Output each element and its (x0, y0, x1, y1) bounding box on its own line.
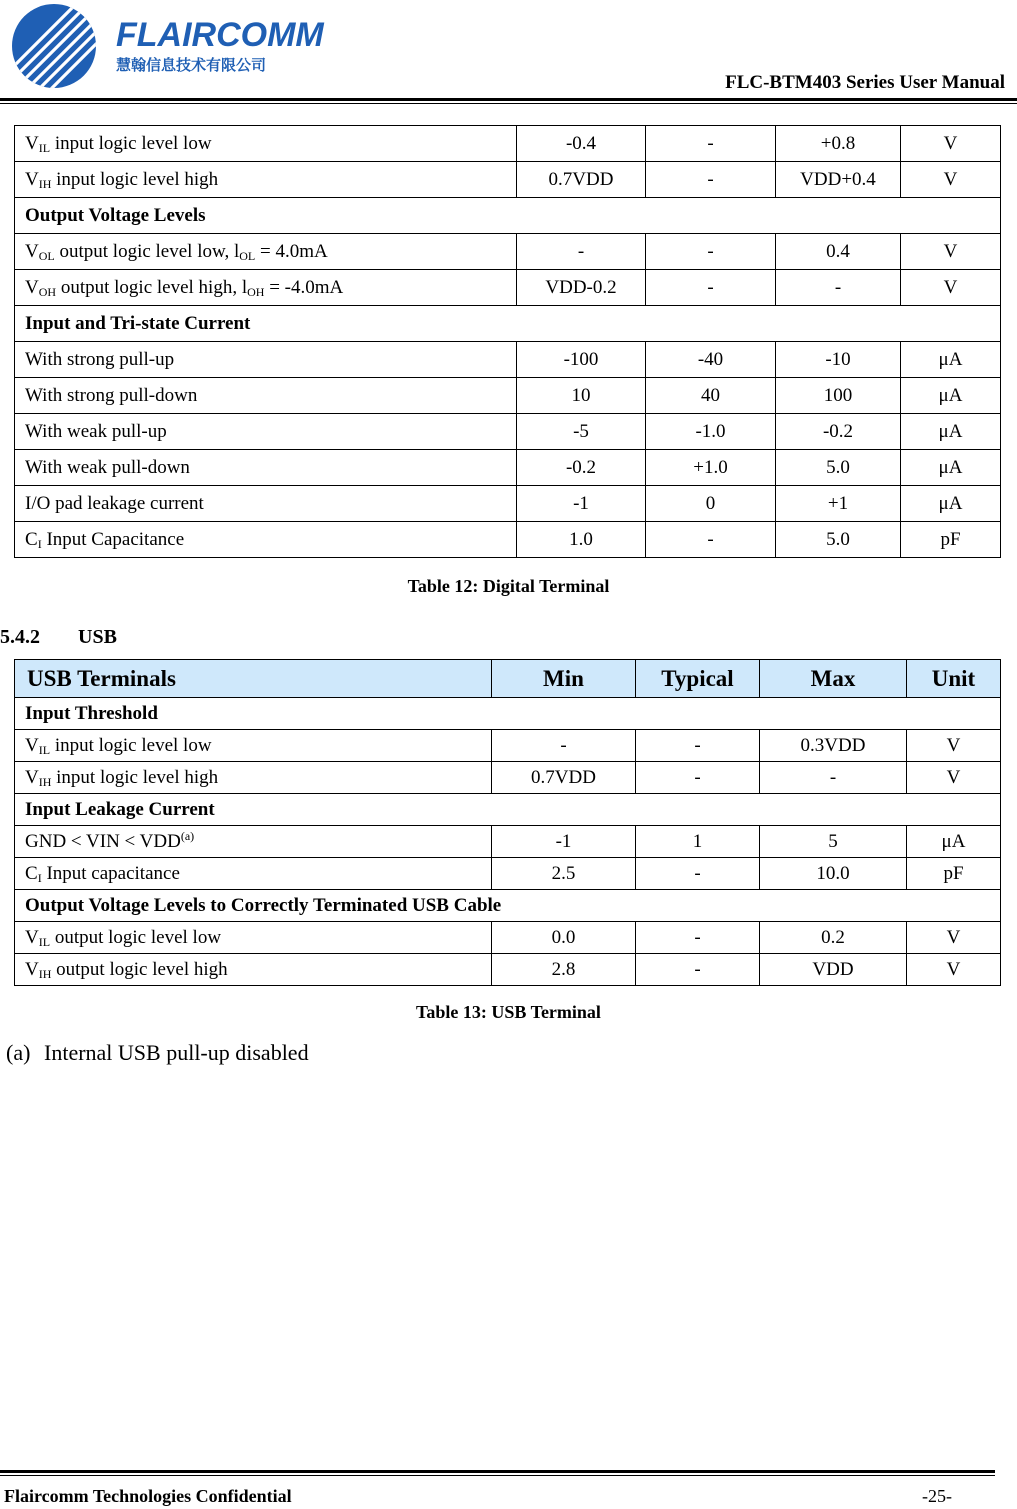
table-row (15, 162, 1001, 198)
typ-cell: - (646, 234, 776, 270)
typ-cell: - (646, 162, 776, 198)
unit-cell: V (901, 126, 1001, 162)
unit-cell: V (901, 270, 1001, 306)
parameter-rest: output logic level high, l (56, 276, 248, 298)
parameter-sub: IL (38, 742, 51, 757)
typ-cell: 1 (636, 826, 760, 858)
page-number: -25- (922, 1486, 952, 1506)
parameter-prefix: V (25, 276, 39, 298)
min-cell: 0.7VDD (517, 162, 646, 198)
typ-cell: - (646, 126, 776, 162)
parameter-sub2: OL (239, 248, 256, 263)
table-row (15, 414, 1001, 450)
parameter-cell (15, 414, 517, 450)
unit-cell: μA (901, 450, 1001, 486)
unit-cell: V (901, 162, 1001, 198)
parameter-cell (15, 450, 517, 486)
section-label: Output Voltage Levels (15, 198, 1001, 234)
min-cell: -100 (517, 342, 646, 378)
min-cell: -0.4 (517, 126, 646, 162)
max-cell: VDD (760, 954, 907, 986)
parameter-label: With strong pull-down (25, 384, 198, 406)
parameter-rest: Input Capacitance (41, 528, 185, 550)
min-cell: 2.8 (492, 954, 636, 986)
parameter-rest: input logic level low (50, 734, 212, 756)
table-row (15, 450, 1001, 486)
section-number: 5.4.2 (0, 626, 40, 648)
footnote-label: (a) (6, 1040, 31, 1065)
max-cell: +0.8 (776, 126, 901, 162)
table-row (15, 730, 1001, 762)
max-cell: 100 (776, 378, 901, 414)
table-row (15, 342, 1001, 378)
table-row (15, 922, 1001, 954)
table-row (15, 486, 1001, 522)
table-row (15, 826, 1001, 858)
unit-cell: μA (901, 342, 1001, 378)
typ-cell: - (646, 522, 776, 558)
parameter-sub: IH (38, 176, 52, 191)
unit-cell: pF (907, 858, 1001, 890)
min-cell: -5 (517, 414, 646, 450)
parameter-rest: input logic level low (50, 132, 212, 154)
parameter-rest2: = -4.0mA (264, 276, 344, 298)
typ-cell: - (636, 922, 760, 954)
parameter-label: With strong pull-up (25, 348, 175, 370)
footer-rule-thin (0, 1475, 995, 1476)
parameter-cell (15, 342, 517, 378)
parameter-cell (15, 762, 492, 794)
parameter-rest: output logic level high (51, 958, 228, 980)
svg-text:FLAIRCOMM: FLAIRCOMM (116, 16, 324, 54)
min-cell: 0.7VDD (492, 762, 636, 794)
typ-cell: +1.0 (646, 450, 776, 486)
min-cell: -0.2 (517, 450, 646, 486)
unit-cell: V (907, 762, 1001, 794)
parameter-prefix: V (25, 132, 39, 154)
max-cell: - (760, 762, 907, 794)
min-cell: VDD-0.2 (517, 270, 646, 306)
max-cell: +1 (776, 486, 901, 522)
parameter-prefix: V (25, 958, 39, 980)
max-cell: VDD+0.4 (776, 162, 901, 198)
min-cell: - (492, 730, 636, 762)
parameter-prefix: V (25, 168, 39, 190)
max-cell: -10 (776, 342, 901, 378)
parameter-sub: IL (38, 934, 51, 949)
parameter-sub: OL (38, 248, 55, 263)
parameter-sub: I (37, 870, 42, 885)
unit-cell: μA (901, 378, 1001, 414)
section-row (15, 698, 1001, 730)
parameter-rest2: = 4.0mA (255, 240, 328, 262)
section-heading (0, 626, 117, 649)
min-cell: 10 (517, 378, 646, 414)
parameter-prefix: V (25, 734, 39, 756)
parameter-label: With weak pull-down (25, 456, 190, 478)
typ-cell: - (646, 270, 776, 306)
parameter-cell (15, 858, 492, 890)
table-row (15, 858, 1001, 890)
digital-terminal-table (14, 125, 1001, 558)
header-rule-thin (0, 103, 1017, 104)
max-cell: - (776, 270, 901, 306)
parameter-cell (15, 270, 517, 306)
min-cell: - (517, 234, 646, 270)
min-cell: 1.0 (517, 522, 646, 558)
header-unit: Unit (907, 660, 1001, 698)
section-row (15, 794, 1001, 826)
max-cell: -0.2 (776, 414, 901, 450)
header-min: Min (492, 660, 636, 698)
table-header-row (15, 660, 1001, 698)
table-row (15, 234, 1001, 270)
parameter-cell (15, 378, 517, 414)
document-title: FLC-BTM403 Series User Manual (725, 72, 1005, 93)
parameter-sub2: OH (247, 284, 265, 299)
section-row (15, 890, 1001, 922)
footnote-text: Internal USB pull-up disabled (44, 1040, 309, 1065)
header-typical: Typical (636, 660, 760, 698)
header-max: Max (760, 660, 907, 698)
table-13-caption: Table 13: USB Terminal (416, 1002, 601, 1022)
table-row (15, 378, 1001, 414)
unit-cell: V (901, 234, 1001, 270)
unit-cell: μA (907, 826, 1001, 858)
section-row (15, 306, 1001, 342)
flaircomm-logo (8, 2, 328, 94)
typ-cell: - (636, 858, 760, 890)
footer-rule (0, 1470, 995, 1473)
parameter-prefix: C (25, 528, 38, 550)
parameter-sup: (a) (180, 828, 195, 843)
parameter-label: I/O pad leakage current (25, 492, 204, 514)
footer-confidential: Flaircomm Technologies Confidential (4, 1486, 292, 1506)
typ-cell: -1.0 (646, 414, 776, 450)
parameter-rest: output logic level low (50, 926, 222, 948)
parameter-rest: Input capacitance (41, 862, 180, 884)
parameter-rest: output logic level low, l (54, 240, 240, 262)
table-row (15, 954, 1001, 986)
unit-cell: pF (901, 522, 1001, 558)
parameter-prefix: C (25, 862, 38, 884)
parameter-cell (15, 730, 492, 762)
parameter-cell (15, 954, 492, 986)
parameter-cell (15, 162, 517, 198)
table-12-caption: Table 12: Digital Terminal (407, 576, 610, 596)
max-cell: 5.0 (776, 522, 901, 558)
typ-cell: - (636, 730, 760, 762)
typ-cell: 0 (646, 486, 776, 522)
parameter-cell (15, 922, 492, 954)
unit-cell: V (907, 730, 1001, 762)
max-cell: 10.0 (760, 858, 907, 890)
parameter-sub: IH (38, 966, 52, 981)
table-row (15, 522, 1001, 558)
svg-text:慧翰信息技术有限公司: 慧翰信息技术有限公司 (116, 56, 267, 74)
table-row (15, 126, 1001, 162)
parameter-prefix: V (25, 240, 39, 262)
parameter-cell (15, 234, 517, 270)
max-cell: 0.2 (760, 922, 907, 954)
header-usb-terminals: USB Terminals (15, 660, 492, 698)
section-label: Output Voltage Levels to Correctly Terminated USB Cable (15, 890, 1001, 922)
unit-cell: V (907, 954, 1001, 986)
max-cell: 5.0 (776, 450, 901, 486)
section-label: Input Leakage Current (15, 794, 1001, 826)
parameter-sub: OH (38, 284, 57, 299)
section-title: USB (78, 626, 117, 648)
max-cell: 5 (760, 826, 907, 858)
typ-cell: 40 (646, 378, 776, 414)
usb-terminal-table (14, 659, 1001, 986)
min-cell: 2.5 (492, 858, 636, 890)
min-cell: -1 (517, 486, 646, 522)
typ-cell: - (636, 954, 760, 986)
max-cell: 0.4 (776, 234, 901, 270)
unit-cell: μA (901, 414, 1001, 450)
parameter-label: GND < VIN < VDD (25, 830, 181, 852)
parameter-cell (15, 126, 517, 162)
unit-cell: μA (901, 486, 1001, 522)
parameter-rest: input logic level high (51, 766, 219, 788)
typ-cell: - (636, 762, 760, 794)
parameter-sub: I (37, 536, 42, 551)
parameter-sub: IL (38, 140, 51, 155)
parameter-rest: input logic level high (51, 168, 219, 190)
footnote (6, 1040, 309, 1066)
min-cell: 0.0 (492, 922, 636, 954)
max-cell: 0.3VDD (760, 730, 907, 762)
section-label: Input and Tri-state Current (15, 306, 1001, 342)
section-label: Input Threshold (15, 698, 1001, 730)
parameter-prefix: V (25, 766, 39, 788)
table-row (15, 270, 1001, 306)
min-cell: -1 (492, 826, 636, 858)
header-rule (0, 98, 1017, 101)
parameter-sub: IH (38, 774, 52, 789)
table-row (15, 762, 1001, 794)
parameter-label: With weak pull-up (25, 420, 167, 442)
parameter-prefix: V (25, 926, 39, 948)
section-row (15, 198, 1001, 234)
typ-cell: -40 (646, 342, 776, 378)
parameter-cell (15, 522, 517, 558)
unit-cell: V (907, 922, 1001, 954)
parameter-cell (15, 826, 492, 858)
parameter-cell (15, 486, 517, 522)
